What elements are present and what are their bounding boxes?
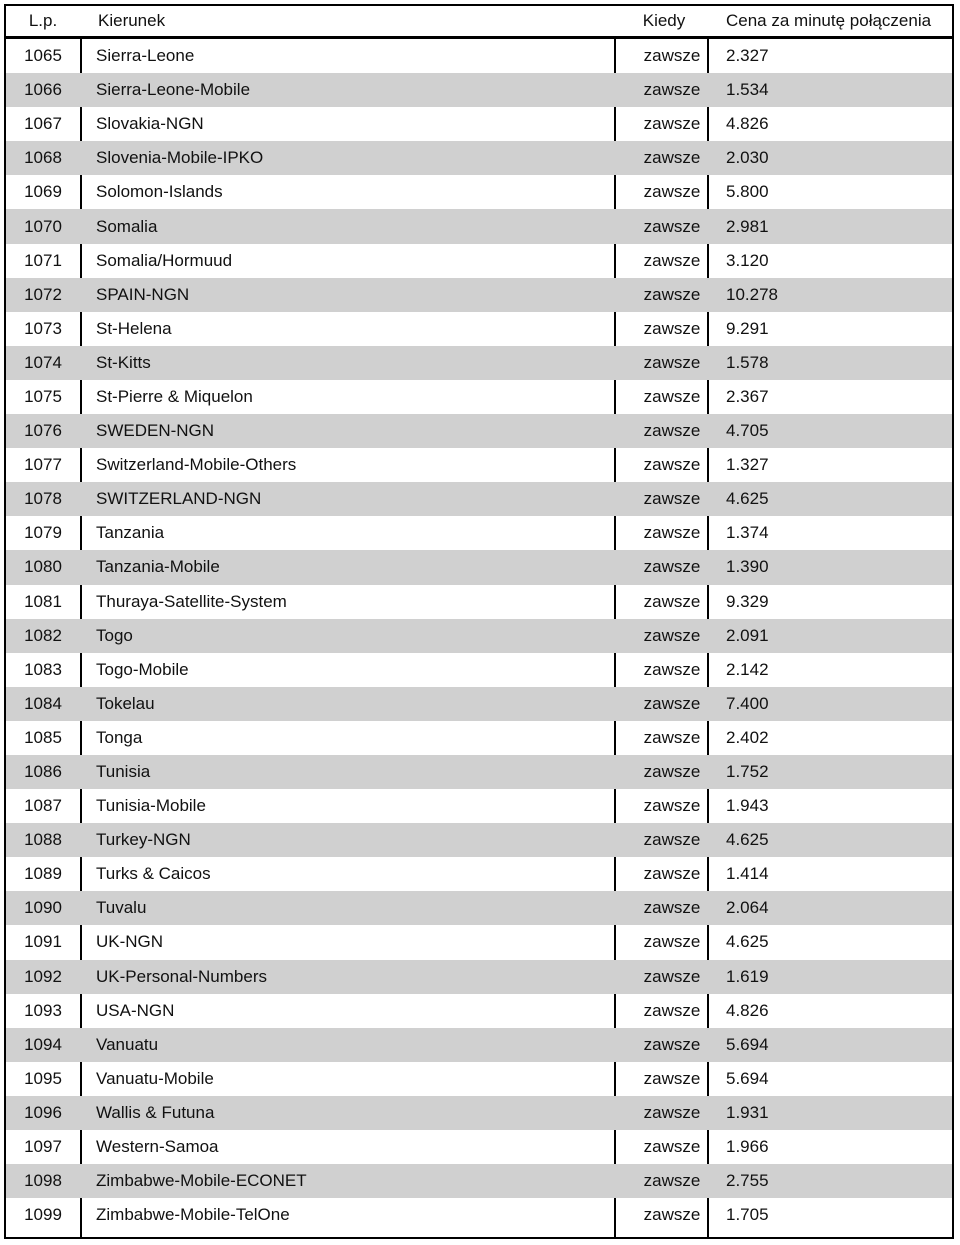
cell-price: 1.327 [726, 455, 769, 475]
cell-when: zawsze [643, 1034, 701, 1054]
cell-lp: 1099 [24, 1205, 62, 1225]
table-row [6, 107, 952, 141]
cell-lp: 1073 [24, 318, 62, 338]
cell-lp: 1080 [24, 557, 62, 577]
cell-price: 7.400 [726, 693, 769, 713]
cell-price: 1.705 [726, 1205, 769, 1225]
table-row [6, 448, 952, 482]
cell-direction: Sierra-Leone-Mobile [96, 80, 251, 100]
cell-price: 1.752 [726, 762, 769, 782]
table-row [6, 516, 952, 550]
cell-direction: Zimbabwe-Mobile-ECONET [96, 1171, 307, 1191]
cell-price: 3.120 [726, 250, 769, 270]
cell-price: 2.367 [726, 386, 769, 406]
cell-lp: 1066 [24, 80, 62, 100]
cell-when: zawsze [643, 216, 701, 236]
cell-when: zawsze [643, 1171, 701, 1191]
cell-price: 5.800 [726, 182, 769, 202]
cell-price: 1.414 [726, 864, 769, 884]
rate-table [4, 4, 954, 1239]
cell-when: zawsze [643, 352, 701, 372]
cell-lp: 1093 [24, 1000, 62, 1020]
cell-direction: Tuvalu [96, 898, 147, 918]
cell-lp: 1085 [24, 727, 62, 747]
table-row [6, 312, 952, 346]
cell-direction: Somalia [96, 216, 158, 236]
cell-direction: Tunisia-Mobile [96, 796, 206, 816]
cell-price: 2.091 [726, 625, 769, 645]
cell-lp: 1083 [24, 659, 62, 679]
cell-when: zawsze [643, 1102, 701, 1122]
table-row [6, 755, 952, 789]
cell-lp: 1071 [24, 250, 62, 270]
table-row [6, 1028, 952, 1062]
cell-price: 4.826 [726, 1000, 769, 1020]
cell-lp: 1082 [24, 625, 62, 645]
cell-when: zawsze [643, 182, 701, 202]
cell-lp: 1072 [24, 284, 62, 304]
cell-when: zawsze [643, 489, 701, 509]
cell-direction: Western-Samoa [96, 1137, 219, 1157]
cell-when: zawsze [643, 1137, 701, 1157]
table-row [6, 789, 952, 823]
cell-price: 2.327 [726, 46, 769, 66]
cell-price: 1.931 [726, 1102, 769, 1122]
cell-direction: St-Kitts [96, 352, 151, 372]
cell-when: zawsze [643, 727, 701, 747]
cell-direction: UK-Personal-Numbers [96, 966, 267, 986]
cell-price: 9.329 [726, 591, 769, 611]
table-row [6, 550, 952, 584]
cell-lp: 1065 [24, 46, 62, 66]
cell-price: 10.278 [726, 284, 778, 304]
cell-lp: 1070 [24, 216, 62, 236]
cell-lp: 1090 [24, 898, 62, 918]
cell-price: 1.374 [726, 523, 769, 543]
cell-lp: 1086 [24, 762, 62, 782]
cell-lp: 1074 [24, 352, 62, 372]
cell-direction: Sierra-Leone [96, 46, 195, 66]
cell-direction: Wallis & Futuna [96, 1102, 215, 1122]
cell-direction: Togo [96, 625, 133, 645]
cell-when: zawsze [643, 659, 701, 679]
table-body [6, 39, 952, 1232]
cell-direction: Somalia/Hormuud [96, 250, 233, 270]
cell-lp: 1084 [24, 693, 62, 713]
cell-lp: 1078 [24, 489, 62, 509]
cell-price: 1.578 [726, 352, 769, 372]
cell-price: 4.625 [726, 932, 769, 952]
cell-price: 9.291 [726, 318, 769, 338]
cell-when: zawsze [643, 796, 701, 816]
cell-direction: St-Pierre & Miquelon [96, 386, 253, 406]
cell-direction: Turks & Caicos [96, 864, 211, 884]
cell-price: 2.142 [726, 659, 769, 679]
cell-when: zawsze [643, 932, 701, 952]
cell-when: zawsze [643, 523, 701, 543]
cell-lp: 1092 [24, 966, 62, 986]
cell-price: 1.534 [726, 80, 769, 100]
cell-direction: SWITZERLAND-NGN [96, 489, 262, 509]
cell-when: zawsze [643, 114, 701, 134]
table-row [6, 823, 952, 857]
cell-when: zawsze [643, 693, 701, 713]
header-when: Kiedy [642, 11, 686, 30]
table-row [6, 414, 952, 448]
cell-when: zawsze [643, 386, 701, 406]
cell-lp: 1095 [24, 1068, 62, 1088]
table-row [6, 1130, 952, 1164]
cell-direction: Vanuatu [96, 1034, 159, 1054]
cell-direction: Tunisia [96, 762, 151, 782]
cell-lp: 1077 [24, 455, 62, 475]
cell-when: zawsze [643, 762, 701, 782]
table-row [6, 39, 952, 73]
cell-direction: Vanuatu-Mobile [96, 1068, 214, 1088]
cell-direction: USA-NGN [96, 1000, 175, 1020]
cell-direction: Tanzania-Mobile [96, 557, 220, 577]
header-price: Cena za minutę połączenia [726, 11, 932, 30]
cell-price: 4.625 [726, 830, 769, 850]
cell-when: zawsze [643, 421, 701, 441]
table-row [6, 175, 952, 209]
table-header [6, 6, 952, 39]
table-row [6, 278, 952, 312]
table-row [6, 925, 952, 959]
cell-price: 1.966 [726, 1137, 769, 1157]
cell-price: 1.619 [726, 966, 769, 986]
cell-direction: Slovakia-NGN [96, 114, 204, 134]
cell-lp: 1076 [24, 421, 62, 441]
table-row [6, 891, 952, 925]
table-row [6, 1164, 952, 1198]
cell-when: zawsze [643, 625, 701, 645]
cell-lp: 1089 [24, 864, 62, 884]
cell-lp: 1075 [24, 386, 62, 406]
cell-when: zawsze [643, 1000, 701, 1020]
cell-direction: Slovenia-Mobile-IPKO [96, 148, 264, 168]
cell-when: zawsze [643, 318, 701, 338]
cell-when: zawsze [643, 966, 701, 986]
cell-price: 5.694 [726, 1034, 769, 1054]
table-row [6, 687, 952, 721]
cell-lp: 1081 [24, 591, 62, 611]
cell-direction: Tanzania [96, 523, 165, 543]
cell-when: zawsze [643, 1068, 701, 1088]
cell-when: zawsze [643, 80, 701, 100]
cell-when: zawsze [643, 830, 701, 850]
cell-when: zawsze [643, 591, 701, 611]
cell-direction: UK-NGN [96, 932, 164, 952]
table-row [6, 585, 952, 619]
cell-lp: 1079 [24, 523, 62, 543]
cell-when: zawsze [643, 898, 701, 918]
table-row [6, 960, 952, 994]
cell-when: zawsze [643, 46, 701, 66]
cell-lp: 1067 [24, 114, 62, 134]
table-row [6, 857, 952, 891]
cell-lp: 1068 [24, 148, 62, 168]
table-row [6, 619, 952, 653]
cell-price: 4.826 [726, 114, 769, 134]
table-row [6, 1096, 952, 1130]
cell-when: zawsze [643, 455, 701, 475]
table-row [6, 244, 952, 278]
cell-direction: Tokelau [96, 693, 155, 713]
header-lp: L.p. [28, 11, 58, 30]
cell-price: 2.981 [726, 216, 769, 236]
cell-direction: St-Helena [96, 318, 172, 338]
table-row [6, 482, 952, 516]
cell-direction: Switzerland-Mobile-Others [96, 455, 297, 475]
cell-direction: Togo-Mobile [96, 659, 189, 679]
cell-lp: 1091 [24, 932, 62, 952]
header-direction: Kierunek [98, 11, 166, 30]
table-row [6, 141, 952, 175]
cell-direction: Zimbabwe-Mobile-TelOne [96, 1205, 290, 1225]
cell-price: 2.402 [726, 727, 769, 747]
table-row [6, 1198, 952, 1232]
cell-price: 1.390 [726, 557, 769, 577]
cell-lp: 1069 [24, 182, 62, 202]
cell-price: 4.625 [726, 489, 769, 509]
cell-price: 4.705 [726, 421, 769, 441]
cell-lp: 1098 [24, 1171, 62, 1191]
table-row [6, 653, 952, 687]
cell-direction: Thuraya-Satellite-System [96, 591, 287, 611]
cell-direction: SPAIN-NGN [96, 284, 190, 304]
cell-lp: 1088 [24, 830, 62, 850]
cell-when: zawsze [643, 250, 701, 270]
cell-lp: 1087 [24, 796, 62, 816]
cell-lp: 1094 [24, 1034, 62, 1054]
table-row [6, 209, 952, 243]
cell-lp: 1096 [24, 1102, 62, 1122]
cell-price: 1.943 [726, 796, 769, 816]
cell-when: zawsze [643, 864, 701, 884]
cell-price: 2.064 [726, 898, 769, 918]
cell-direction: Turkey-NGN [96, 830, 191, 850]
cell-direction: Solomon-Islands [96, 182, 223, 202]
cell-when: zawsze [643, 1205, 701, 1225]
table-row [6, 1062, 952, 1096]
cell-direction: SWEDEN-NGN [96, 421, 215, 441]
table-row [6, 994, 952, 1028]
table-row [6, 721, 952, 755]
table-row [6, 346, 952, 380]
cell-lp: 1097 [24, 1137, 62, 1157]
cell-direction: Tonga [96, 727, 143, 747]
cell-when: zawsze [643, 148, 701, 168]
table-row [6, 73, 952, 107]
cell-price: 2.030 [726, 148, 769, 168]
cell-price: 2.755 [726, 1171, 769, 1191]
cell-price: 5.694 [726, 1068, 769, 1088]
cell-when: zawsze [643, 557, 701, 577]
table-row [6, 380, 952, 414]
cell-when: zawsze [643, 284, 701, 304]
